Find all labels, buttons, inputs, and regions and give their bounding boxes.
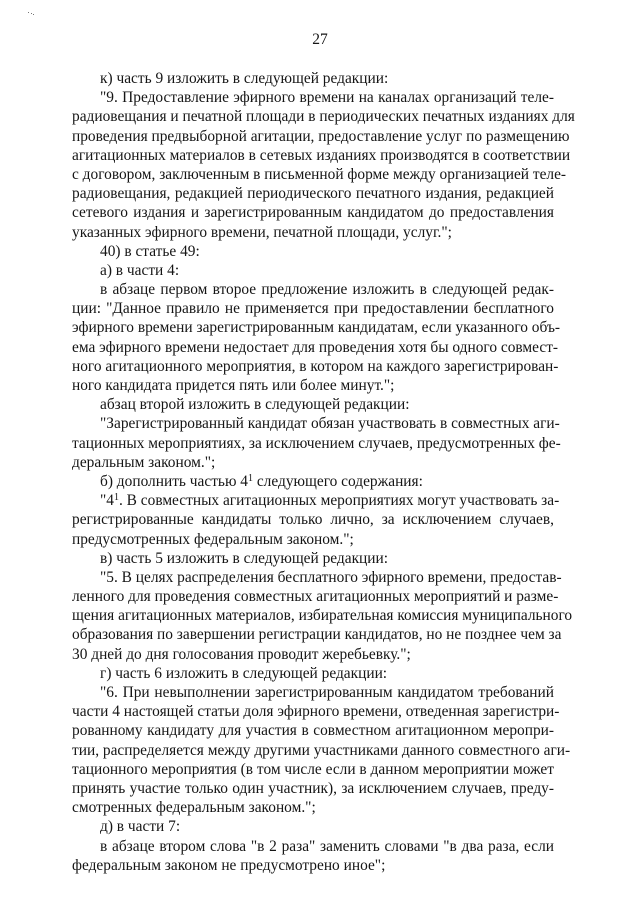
text-line: [72, 741, 571, 760]
text-line-main: абзац второй изложить в следующей редакции:: [100, 396, 410, 414]
text-line: [72, 491, 560, 510]
text-line: [72, 242, 554, 261]
text-line: [72, 434, 561, 453]
text-line: [72, 530, 554, 549]
text-line-main: тии, распределяется между другими участниками данного совместного аги-: [72, 741, 571, 759]
text-line-main: сетевого издания и зарегистрированным кандидатом до предоставления: [72, 204, 554, 222]
text-line-main: д) в части 7:: [100, 818, 181, 836]
text-line: [72, 625, 562, 644]
text-line-main: в) часть 5 изложить в следующей редакции:: [100, 549, 389, 567]
text-line: [72, 261, 554, 280]
text-line: [72, 817, 554, 836]
text-line-main: в абзаце втором слова "в 2 раза" заменить словами "в два раза, если: [100, 837, 554, 855]
text-line-main: агитационных материалов в сетевых изданиях производятся в соответствии: [72, 146, 571, 164]
text-line: [72, 664, 554, 683]
text-line: [72, 107, 575, 126]
text-line: [72, 203, 554, 222]
text-line-main: образования по завершении регистрации кандидатов, но не позднее чем за: [72, 626, 562, 644]
text-line: [72, 798, 554, 817]
text-line: [72, 568, 562, 587]
superscript: 1: [113, 492, 119, 504]
text-line-main: регистрированные кандидаты только лично, за исключением случаев,: [72, 511, 554, 529]
text-line-main: эфирного времени зарегистрированным кандидатам, если указанного объ-: [72, 319, 561, 337]
text-line-main: предусмотренных федеральным законом.";: [72, 530, 354, 548]
text-line: [72, 223, 554, 242]
text-line-main: "5. В целях распределения бесплатного эфирного времени, предостав-: [100, 568, 562, 586]
text-line-main: "6. При невыполнении зарегистрированным кандидатом требований: [100, 684, 554, 701]
text-line-main: б) дополнить частью 4: [100, 472, 248, 490]
text-line: [72, 683, 554, 702]
text-line-main: г) часть 6 изложить в следующей редакции:: [100, 664, 388, 682]
text-line: [72, 510, 554, 529]
text-line: [72, 645, 554, 664]
page-number: 27: [312, 31, 328, 48]
text-line-main: в абзаце первом второе предложение изложить в следующей редак-: [100, 281, 554, 299]
text-line-main: федеральным законом не предусмотрено иное";: [72, 856, 386, 874]
text-line: [72, 146, 571, 165]
text-line: [72, 453, 554, 472]
text-line-main: ции: "Данное правило не применяется при предоставлении бесплатного: [72, 300, 554, 318]
text-line: [72, 549, 554, 568]
text-line-main: а) в части 4:: [100, 261, 180, 279]
text-line: [72, 760, 554, 779]
text-line: [72, 376, 554, 395]
text-line: [72, 338, 559, 357]
text-line-rest: . В совместных агитационных мероприятиях могут участвовать за-: [118, 492, 560, 510]
text-line-main: проведения предвыборной агитации, предоставление услуг по размещению: [72, 127, 570, 145]
text-line-main: 30 дней до дня голосования проводит жеребьевку.";: [72, 645, 411, 663]
superscript: 1: [248, 472, 253, 484]
text-line: [72, 721, 554, 740]
text-line: [72, 395, 554, 414]
text-line-main: деральным законом.";: [72, 453, 216, 471]
text-line-main: с договором, заключенным в письменной форме между организацией теле-: [72, 165, 567, 183]
text-line: [72, 702, 560, 721]
text-line: [72, 779, 554, 798]
text-line: [72, 165, 567, 184]
text-line: [72, 837, 554, 856]
text-line-main: "9. Предоставление эфирного времени на каналах организаций теле-: [100, 89, 554, 107]
text-line-main: ного агитационного мероприятия, в котором на каждого зарегистрирован-: [72, 357, 559, 375]
text-line-main: радиовещания и печатной площади в периодических печатных изданиях для: [72, 108, 575, 126]
text-line: [72, 587, 559, 606]
text-line-main: смотренных федеральным законом.";: [72, 799, 316, 817]
text-line-main: 40) в статье 49:: [100, 242, 200, 260]
text-line: [72, 606, 573, 625]
text-line-main: принять участие только один участник), за исключением случаев, преду-: [72, 779, 554, 797]
text-line-main: ленного для проведения совместных агитационных мероприятий и разме-: [72, 588, 559, 606]
text-line: [72, 357, 559, 376]
text-line-main: к) часть 9 изложить в следующей редакции:: [100, 70, 389, 87]
text-line-main: части 4 настоящей статьи доля эфирного времени, отведенная зарегистри-: [72, 703, 560, 721]
text-line-main: тационного мероприятия (в том числе если в данном мероприятии может: [72, 760, 554, 778]
text-line-main: радиовещания, редакцией периодического печатного издания, редакцией: [72, 185, 554, 203]
text-line: [72, 69, 554, 88]
text-line: [72, 472, 554, 491]
text-line-main: "Зарегистрированный кандидат обязан участвовать в совместных аги-: [100, 415, 560, 433]
text-line: [72, 414, 560, 433]
text-line-main: тационных мероприятиях, за исключением случаев, предусмотренных фе-: [72, 434, 561, 452]
text-line: [72, 299, 554, 318]
document-body: [72, 69, 575, 875]
text-line-main: ема эфирного времени недостает для проведения хотя бы одного совмест-: [72, 338, 559, 356]
text-line-rest: следующего содержания:: [253, 472, 423, 490]
text-line-main: указанных эфирного времени, печатной площади, услуг.";: [72, 223, 452, 241]
text-line: [72, 127, 570, 146]
text-line-main: рованному кандидату для участия в совместном агитационном меропри-: [72, 722, 554, 740]
scan-speck: [28, 12, 34, 15]
text-line-main: щения агитационных материалов, избирательная комиссия муниципального: [72, 607, 573, 625]
text-line: [72, 184, 554, 203]
text-line: [72, 88, 554, 107]
text-line: [72, 318, 561, 337]
text-line-main: "4: [100, 492, 114, 510]
text-line: [72, 856, 554, 875]
text-line: [72, 280, 554, 299]
text-line-main: ного кандидата придется пять или более минут.";: [72, 377, 395, 394]
